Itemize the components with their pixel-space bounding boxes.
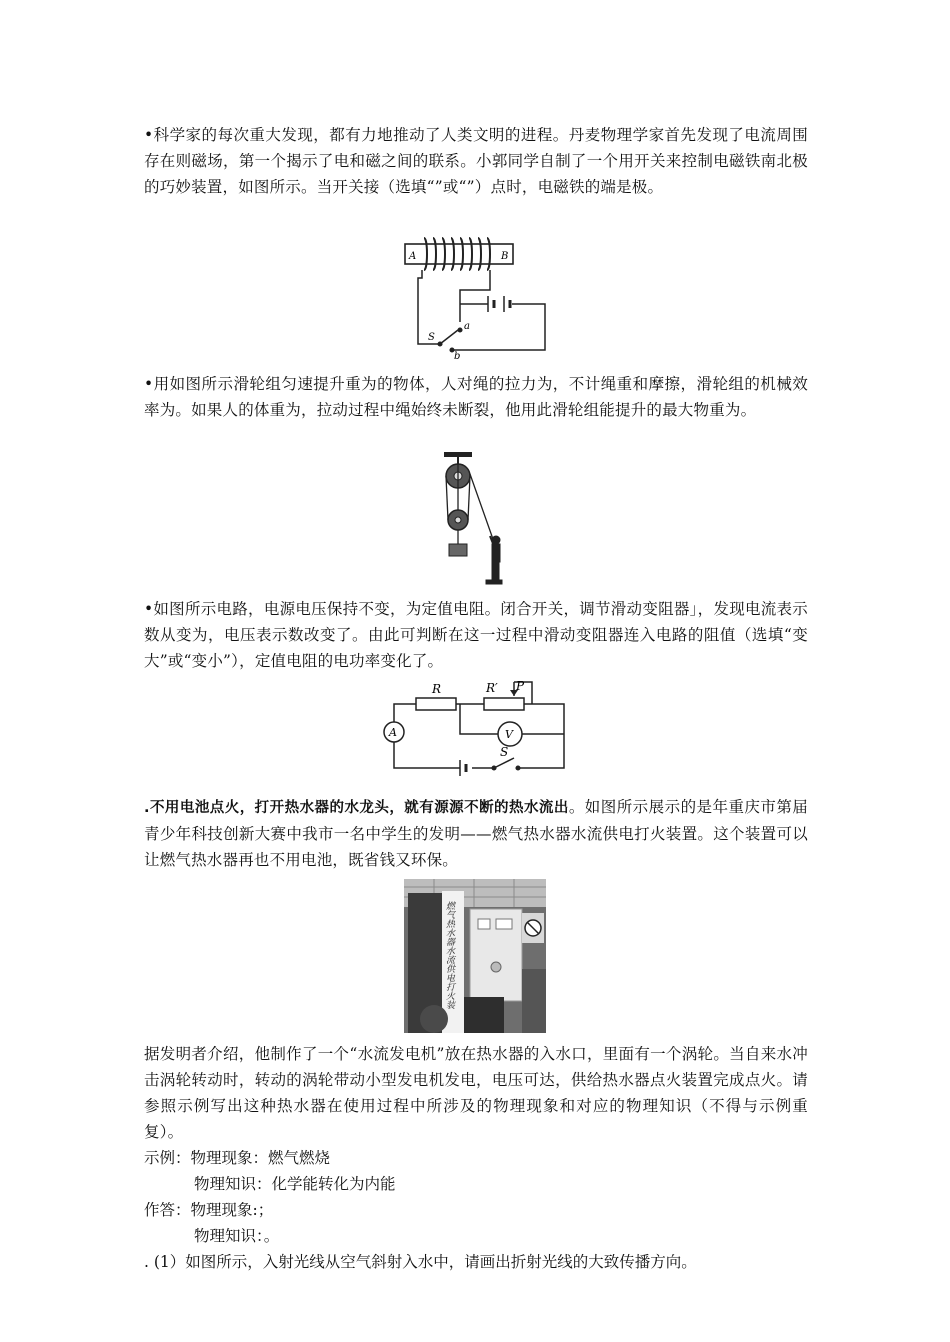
question-4-description: 据发明者介绍，他制作了一个“水流发电机”放在热水器的入水口，里面有一个涡轮。当自来水冲击涡轮转动时，转动的涡轮带动小型发电机发电，电压可达，供给热水器点火装置完成点火。请参照示例写出这种热水器在使用过程中所涉及的物理现象和对应的物理知识（不得与示例重复）。 <box>144 1045 808 1141</box>
question-3-text: •如图所示电路，电源电压保持不变，为定值电阻。闭合开关，调节滑动变阻器」，发现电流表示数从变为，电压表示数改变了。由此可判断在这一过程中滑动变阻器连入电路的阻值（选填“变大”或“变小”），定值电阻的电功率变化了。 <box>144 600 808 670</box>
question-4-lead: .不用电池点火，打开热水器的水龙头，就有源源不断的热水流出 <box>144 800 569 816</box>
switch <box>492 758 520 770</box>
label-switch-b: b <box>454 351 461 360</box>
label-a: A <box>409 251 417 262</box>
question-4-text <box>144 794 808 873</box>
device-base <box>464 997 504 1033</box>
coil-windings <box>424 238 490 270</box>
electromagnet-circuit-figure <box>400 234 550 360</box>
label-r-prime: R′ <box>486 681 498 695</box>
rheostat <box>484 698 524 710</box>
answer-knowledge: 物理知识：。 <box>194 1227 280 1245</box>
question-1-text: •科学家的每次重大发现，都有力地推动了人类文明的进程。丹麦物理学家首先发现了电流周围存在则磁场，第一个揭示了电和磁之间的联系。小郭同学自制了一个用开关来控制电磁铁南北极的巧妙装置，如图所示。当开关接（选填“”或“”）点时，电磁铁的端是极。 <box>144 126 808 196</box>
label-s: S <box>500 745 509 759</box>
question-4-body: 。如图所示展示的是年重庆市第届青少年科技创新大赛中我市一名中学生的发明——燃气热水器水流供电打火装置。这个装置可以让燃气热水器再也不用电池，既省钱又环保。 <box>144 798 808 869</box>
resistor-circuit-figure <box>376 676 574 780</box>
switch <box>438 328 462 352</box>
label-switch-a: a <box>464 321 470 332</box>
load-block <box>449 544 467 556</box>
label-voltmeter: V <box>505 728 513 741</box>
label-p: P <box>516 679 525 693</box>
resistor-r <box>416 698 456 710</box>
ceiling-beam <box>444 452 472 457</box>
question-2-text: •用如图所示滑轮组匀速提升重为的物体，人对绳的拉力为，不计绳重和摩擦，滑轮组的机械效率为。如果人的体重为，拉动过程中绳始终未断裂，他用此滑轮组能提升的最大物重为。 <box>144 375 808 419</box>
label-s: S <box>428 332 435 343</box>
pulley-system-figure <box>436 452 518 586</box>
circuit-wires <box>394 682 564 768</box>
example-phenomenon: 示例：物理现象：燃气燃烧 <box>144 1149 331 1167</box>
label-r: R <box>432 682 442 696</box>
circuit-wires <box>418 270 545 350</box>
question-5-text: . (1）如图所示，入射光线从空气斜射入水中，请画出折射光线的大致传播方向。 <box>144 1253 697 1271</box>
answer-phenomenon: 作答：物理现象:； <box>144 1201 274 1219</box>
label-b: B <box>501 251 509 262</box>
example-knowledge: 物理知识：化学能转化为内能 <box>194 1175 396 1193</box>
water-heater-photo <box>404 879 546 1033</box>
battery <box>488 296 510 312</box>
banner-text: 燃气热水器水流供电打火装 <box>444 901 454 1009</box>
battery <box>460 760 466 776</box>
person <box>486 536 502 584</box>
iron-core <box>405 244 513 264</box>
label-ammeter: A <box>389 726 397 739</box>
